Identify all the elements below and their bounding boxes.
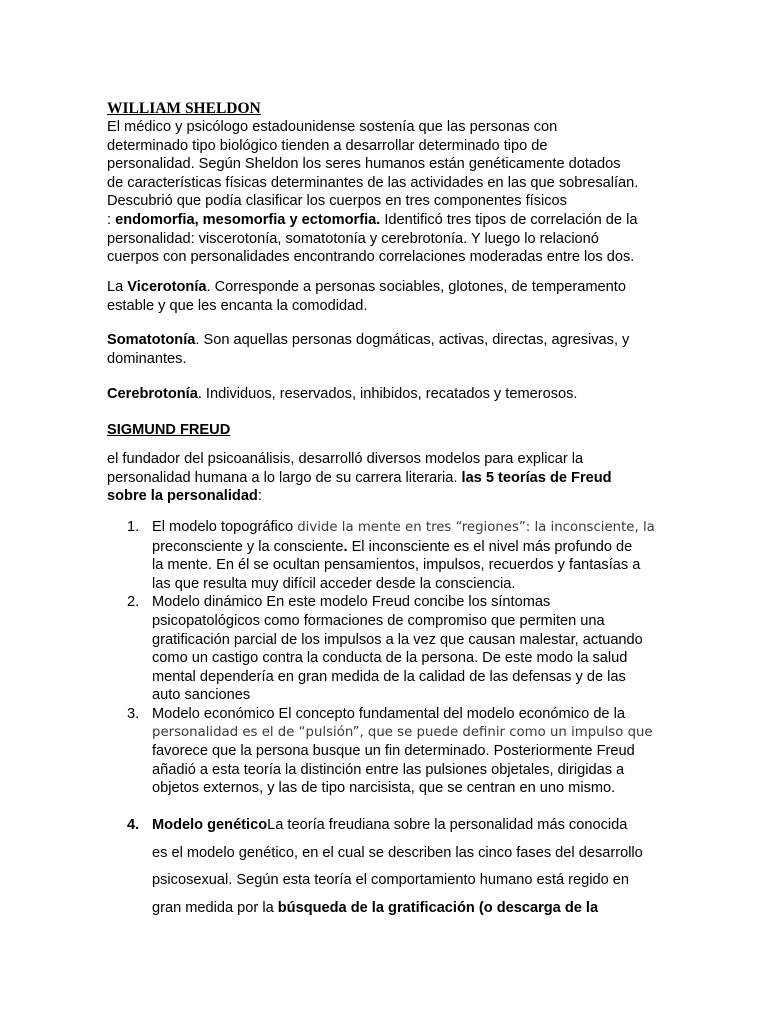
list-number: 3.: [127, 705, 140, 722]
bold-term: las 5 teorías de Freud: [461, 469, 612, 486]
somatotonia-paragraph: [107, 331, 667, 368]
list-item: [107, 518, 667, 593]
paragraph-line: personalidad es el de “pulsión”, que se puede definir como un impulso que: [152, 724, 653, 740]
paragraph-line: [107, 331, 667, 350]
text-run: . Individuos, reservados, inhibidos, recatados y temerosos.: [197, 386, 578, 402]
list-number: 4.: [127, 817, 140, 833]
viscerotonia-paragraph: [107, 278, 667, 315]
list-number: 1.: [127, 519, 140, 535]
paragraph-line: [107, 211, 667, 230]
paragraph-line: [152, 812, 667, 840]
paragraph-line: estable y que les encanta la comodidad.: [107, 297, 368, 314]
paragraph-line: El médico y psicólogo estadounidense sostenía que las personas con: [107, 119, 558, 135]
paragraph-line: personalidad: viscerotonía, somatotonía y cerebrotonía. Y luego lo relacionó: [107, 230, 599, 247]
list-item: [107, 812, 667, 922]
list-number: 2.: [127, 594, 140, 611]
bold-term: Vicerotonía: [127, 279, 207, 295]
bold-term: sobre la personalidad: [107, 488, 258, 505]
paragraph-line: personalidad. Según Sheldon los seres humanos están genéticamente dotados: [107, 156, 621, 173]
paragraph-line: la mente. En él se ocultan pensamientos, impulsos, recuerdos y fantasías a: [152, 557, 641, 574]
paragraph-line: [152, 538, 667, 557]
paragraph-line: [107, 469, 667, 488]
bold-term: Cerebrotonía: [107, 386, 198, 402]
paragraph-line: como un castigo contra la conducta de la persona. De este modo la salud: [152, 650, 628, 667]
sheldon-intro: [107, 100, 667, 267]
paragraph-line: psicopatológicos como formaciones de compromiso que permiten una: [152, 612, 605, 629]
text-run: :: [107, 211, 116, 228]
paragraph-line: determinado tipo biológico tienden a desarrollar determinado tipo de: [107, 137, 548, 154]
paragraph-line: añadió a esta teoría la distinción entre las pulsiones objetales, dirigidas a: [152, 761, 625, 778]
paragraph-line: [152, 895, 667, 923]
text-run: gran medida por la: [152, 899, 278, 916]
paragraph-line: Modelo económico El concepto fundamental del modelo económico de la: [152, 705, 625, 722]
text-run: preconsciente y la consciente: [152, 538, 344, 555]
paragraph-line: Descubrió que podía clasificar los cuerpos en tres componentes físicos: [107, 193, 567, 210]
freud-models-list-cont: [107, 812, 667, 922]
paragraph-line: el fundador del psicoanálisis, desarrolló diversos modelos para explicar la: [107, 451, 584, 467]
text-run: divide la mente en tres “regiones”: la inconsciente, la: [297, 520, 655, 535]
text-run: La: [107, 279, 128, 295]
paragraph-line: las que resulta muy difícil acceder desde la consciencia.: [152, 575, 516, 592]
text-run: El modelo topográfico: [152, 519, 298, 535]
bold-term: .: [343, 538, 348, 555]
paragraph-line: objetos externos, y las de tipo narcisista, que se centran en uno mismo.: [152, 780, 616, 797]
paragraph-line: cuerpos con personalidades encontrando correlaciones moderadas entre los dos.: [107, 249, 635, 266]
sheldon-title: WILLIAM SHELDON: [107, 100, 261, 117]
list-item: [107, 593, 667, 705]
freud-intro: [107, 450, 667, 506]
list-item: [107, 705, 667, 798]
paragraph-line: [107, 385, 667, 404]
freud-models-list: [107, 518, 667, 798]
paragraph-line: Modelo dinámico En este modelo Freud concibe los síntomas: [152, 594, 551, 611]
bold-term: Modelo genético: [152, 817, 268, 833]
cerebrotonia-paragraph: [107, 385, 667, 404]
paragraph-line: auto sanciones: [152, 687, 251, 704]
freud-heading: [107, 421, 667, 440]
paragraph-line: dominantes.: [107, 350, 187, 367]
text-run: La teoría freudiana sobre la personalidad más conocida: [267, 817, 628, 833]
paragraph-line: [152, 518, 667, 538]
freud-title: SIGMUND FREUD: [107, 422, 231, 438]
paragraph-line: es el modelo genético, en el cual se describen las cinco fases del desarrollo: [152, 844, 643, 861]
text-run: Identificó tres tipos de correlación de la: [380, 211, 638, 228]
text-run: El inconsciente es el nivel más profundo de: [347, 538, 633, 555]
text-run: personalidad humana a lo largo de su carrera literaria.: [107, 469, 462, 486]
text-run: . Son aquellas personas dogmáticas, activas, directas, agresivas, y: [195, 332, 630, 348]
bold-term: Somatotonía: [107, 332, 196, 348]
paragraph-line: de características físicas determinantes de las actividades en las que sobresalían.: [107, 174, 639, 191]
text-run: :: [257, 488, 262, 505]
paragraph-line: mental dependería en gran medida de la calidad de las defensas y de las: [152, 668, 626, 685]
paragraph-line: gratificación parcial de los impulsos a la vez que causan malestar, actuando: [152, 631, 643, 648]
bold-term: endomorfia, mesomorfia y ectomorfia.: [115, 211, 381, 228]
paragraph-line: favorece que la persona busque un fin determinado. Posteriormente Freud: [152, 743, 635, 760]
text-run: . Corresponde a personas sociables, glotones, de temperamento: [206, 279, 626, 295]
paragraph-line: psicosexual. Según esta teoría el comportamiento humano está regido en: [152, 872, 630, 888]
bold-term: búsqueda de la gratificación (o descarga de la: [277, 899, 599, 916]
paragraph-line: [107, 278, 667, 297]
paragraph-line: [107, 487, 667, 506]
